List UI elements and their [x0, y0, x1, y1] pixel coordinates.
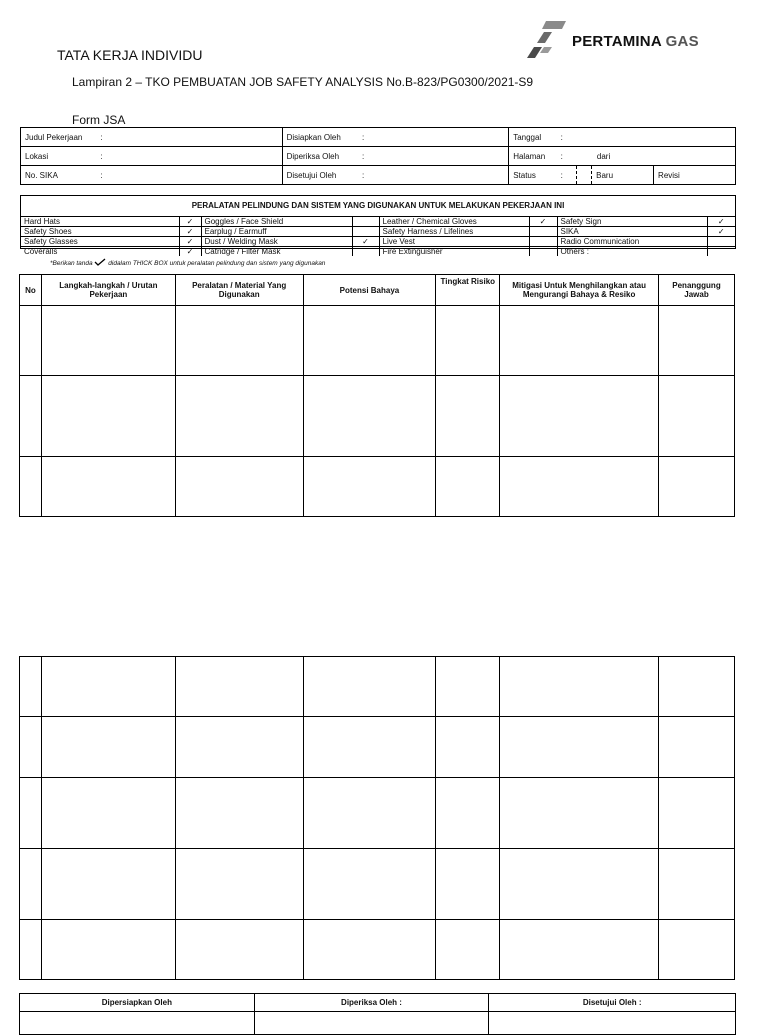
cell[interactable] — [436, 717, 500, 778]
cell[interactable] — [303, 920, 436, 980]
jsa-header-row — [20, 275, 735, 306]
ppe-row — [21, 217, 735, 227]
cell[interactable] — [436, 657, 500, 717]
cell[interactable] — [500, 717, 659, 778]
cell[interactable] — [659, 717, 735, 778]
ppe-checkbox-harness[interactable] — [529, 227, 557, 237]
halaman-label: Halaman — [509, 147, 557, 166]
pertamina-gas-logo — [520, 21, 720, 61]
cell[interactable] — [659, 306, 735, 376]
ppe-item-coveralls: Coveralls — [21, 247, 179, 257]
cell[interactable] — [20, 457, 42, 517]
col-hazard: Potensi Bahaya — [303, 275, 436, 306]
ppe-checkbox-radio[interactable] — [707, 237, 735, 247]
disiapkan-value[interactable] — [358, 128, 509, 147]
cell[interactable] — [436, 920, 500, 980]
cell[interactable] — [500, 778, 659, 849]
cell[interactable] — [659, 376, 735, 457]
ppe-checkbox-others[interactable] — [707, 247, 735, 257]
ppe-item-harness: Safety Harness / Lifelines — [379, 227, 529, 237]
cell[interactable] — [436, 376, 500, 457]
cell[interactable] — [20, 778, 42, 849]
ppe-checkbox-goggles[interactable] — [352, 217, 379, 227]
ppe-note-after: didalam THICK BOX untuk peralatan pelindung dan sistem yang digunakan — [108, 260, 326, 267]
ppe-item-earplug: Earplug / Earmuff — [201, 227, 352, 237]
cell[interactable] — [175, 376, 303, 457]
judul-label: Judul Pekerjaan — [21, 128, 97, 147]
colon: : — [361, 170, 365, 180]
cell[interactable] — [175, 778, 303, 849]
cell[interactable] — [20, 849, 42, 920]
pertamina-logo-icon — [520, 21, 568, 61]
cell[interactable] — [41, 457, 175, 517]
cell[interactable] — [659, 457, 735, 517]
colon: : — [560, 132, 563, 142]
col-tools: Peralatan / Material Yang Digunakan — [175, 275, 303, 306]
disetujui-label: Disetujui Oleh — [282, 166, 358, 185]
tanggal-value[interactable] — [557, 128, 736, 147]
info-row — [21, 147, 736, 166]
ppe-note — [50, 258, 325, 267]
signature-row — [20, 1012, 736, 1035]
cell[interactable] — [659, 778, 735, 849]
dari-label: dari — [596, 151, 611, 161]
ppe-row — [21, 247, 735, 257]
checkmark-icon — [94, 258, 106, 266]
info-row — [21, 166, 736, 185]
cell[interactable] — [500, 920, 659, 980]
cell[interactable] — [500, 376, 659, 457]
cell[interactable] — [175, 306, 303, 376]
ppe-checkbox-safety-glasses[interactable]: ✓ — [179, 237, 201, 247]
table-row — [20, 376, 735, 457]
ppe-item-others: Others : — [557, 247, 707, 257]
ppe-item-gloves: Leather / Chemical Gloves — [379, 217, 529, 227]
ppe-checkbox-safety-shoes[interactable]: ✓ — [179, 227, 201, 237]
cell[interactable] — [303, 778, 436, 849]
info-row — [21, 128, 736, 147]
table-row — [20, 717, 735, 778]
ppe-item-dust-mask: Dust / Welding Mask — [201, 237, 352, 247]
ppe-checkbox-safety-sign[interactable]: ✓ — [707, 217, 735, 227]
jsa-table — [19, 274, 735, 517]
cell[interactable] — [303, 849, 436, 920]
table-row — [20, 657, 735, 717]
ppe-row — [21, 227, 735, 237]
colon: : — [361, 151, 365, 161]
document-title: TATA KERJA INDIVIDU — [57, 47, 203, 63]
approved-by-label: Disetujui Oleh : — [489, 994, 736, 1012]
cell[interactable] — [500, 657, 659, 717]
table-row — [20, 920, 735, 980]
checked-by-label: Diperiksa Oleh : — [254, 994, 489, 1012]
diperiksa-label: Diperiksa Oleh — [282, 147, 358, 166]
col-steps: Langkah-langkah / Urutan Pekerjaan — [41, 275, 175, 306]
status-label: Status — [509, 166, 557, 185]
colon: : — [361, 132, 365, 142]
logo-suffix-text: GAS — [665, 33, 699, 50]
colon: : — [560, 151, 563, 161]
cell[interactable] — [303, 376, 436, 457]
ppe-item-safety-glasses: Safety Glasses — [21, 237, 179, 247]
table-row — [20, 778, 735, 849]
col-no: No — [20, 275, 42, 306]
cell[interactable] — [303, 717, 436, 778]
cell[interactable] — [436, 457, 500, 517]
cell[interactable] — [500, 306, 659, 376]
ppe-item-sika: SIKA — [557, 227, 707, 237]
cell[interactable] — [659, 849, 735, 920]
document-subtitle: Lampiran 2 – TKO PEMBUATAN JOB SAFETY ANALYSIS No.B-823/PG0300/2021-S9 — [72, 75, 534, 89]
cell[interactable] — [303, 457, 436, 517]
status-colon: : — [557, 166, 577, 185]
cell[interactable] — [303, 306, 436, 376]
cell[interactable] — [41, 657, 175, 717]
cell[interactable] — [175, 457, 303, 517]
info-table — [20, 127, 736, 185]
ppe-note-before: *Berikan tanda — [50, 260, 93, 267]
colon: : — [100, 151, 103, 161]
ppe-item-goggles: Goggles / Face Shield — [201, 217, 352, 227]
sika-value[interactable] — [96, 166, 282, 185]
cell[interactable] — [41, 849, 175, 920]
table-row — [20, 849, 735, 920]
ppe-checkbox-filter-mask[interactable] — [352, 247, 379, 257]
table-row — [20, 457, 735, 517]
tanggal-label: Tanggal — [509, 128, 557, 147]
halaman-value[interactable] — [557, 147, 736, 166]
cell[interactable] — [659, 920, 735, 980]
sika-label: No. SIKA — [21, 166, 97, 185]
ppe-checkbox-extinguisher[interactable] — [529, 247, 557, 257]
cell[interactable] — [20, 306, 42, 376]
cell[interactable] — [436, 849, 500, 920]
signature-table — [19, 993, 736, 1035]
colon: : — [100, 132, 103, 142]
signature-header-row — [20, 994, 736, 1012]
cell[interactable] — [20, 920, 42, 980]
cell[interactable] — [41, 920, 175, 980]
prepared-by-label: Dipersiapkan Oleh — [20, 994, 255, 1012]
cell[interactable] — [41, 778, 175, 849]
ppe-item-safety-shoes: Safety Shoes — [21, 227, 179, 237]
approved-by-signature[interactable] — [489, 1012, 736, 1035]
cell[interactable] — [20, 376, 42, 457]
logo-main-text: PERTAMINA — [572, 33, 662, 50]
cell[interactable] — [659, 657, 735, 717]
ppe-title: PERALATAN PELINDUNG DAN SISTEM YANG DIGUNAKAN UNTUK MELAKUKAN PEKERJAAN INI — [191, 201, 565, 210]
cell[interactable] — [500, 457, 659, 517]
ppe-checkbox-dust-mask[interactable]: ✓ — [352, 237, 379, 247]
cell[interactable] — [175, 717, 303, 778]
cell[interactable] — [175, 849, 303, 920]
cell[interactable] — [436, 306, 500, 376]
lokasi-label: Lokasi — [21, 147, 97, 166]
diperiksa-value[interactable] — [358, 147, 509, 166]
ppe-item-safety-sign: Safety Sign — [557, 217, 707, 227]
status-baru-checkbox[interactable] — [577, 166, 592, 185]
checked-by-signature[interactable] — [254, 1012, 489, 1035]
ppe-row — [21, 237, 735, 247]
prepared-by-signature[interactable] — [20, 1012, 255, 1035]
cell[interactable] — [41, 376, 175, 457]
cell[interactable] — [20, 717, 42, 778]
col-pic: Penanggung Jawab — [659, 275, 735, 306]
cell[interactable] — [436, 778, 500, 849]
ppe-checkbox-coveralls[interactable]: ✓ — [179, 247, 201, 257]
judul-value[interactable] — [96, 128, 282, 147]
status-revisi-label: Revisi — [654, 166, 736, 185]
status-baru-label: Baru — [592, 166, 654, 185]
col-risk: Tingkat Risiko — [436, 275, 500, 306]
ppe-table — [21, 216, 735, 256]
ppe-item-filter-mask: Catridge / Filter Mask — [201, 247, 352, 257]
form-label: Form JSA — [72, 113, 126, 127]
ppe-checkbox-gloves[interactable]: ✓ — [529, 217, 557, 227]
cell[interactable] — [175, 920, 303, 980]
ppe-item-hard-hats: Hard Hats — [21, 217, 179, 227]
ppe-item-live-vest: Live Vest — [379, 237, 529, 247]
ppe-checkbox-hard-hats[interactable]: ✓ — [179, 217, 201, 227]
col-mitigation: Mitigasi Untuk Menghilangkan atau Mengurangi Bahaya & Resiko — [500, 275, 659, 306]
table-row — [20, 306, 735, 376]
logo-text — [572, 33, 699, 50]
ppe-checkbox-live-vest[interactable] — [529, 237, 557, 247]
ppe-section — [20, 195, 736, 256]
cell[interactable] — [303, 657, 436, 717]
ppe-item-radio: Radio Communication — [557, 237, 707, 247]
colon: : — [100, 170, 103, 180]
cell[interactable] — [41, 306, 175, 376]
cell[interactable] — [500, 849, 659, 920]
ppe-item-extinguisher: Fire Extinguisher — [379, 247, 529, 257]
jsa-continuation-table — [19, 656, 735, 980]
cell[interactable] — [20, 657, 42, 717]
disetujui-value[interactable] — [358, 166, 509, 185]
ppe-checkbox-earplug[interactable] — [352, 227, 379, 237]
disiapkan-label: Disiapkan Oleh — [282, 128, 358, 147]
ppe-checkbox-sika[interactable]: ✓ — [707, 227, 735, 237]
cell[interactable] — [175, 657, 303, 717]
lokasi-value[interactable] — [96, 147, 282, 166]
cell[interactable] — [41, 717, 175, 778]
